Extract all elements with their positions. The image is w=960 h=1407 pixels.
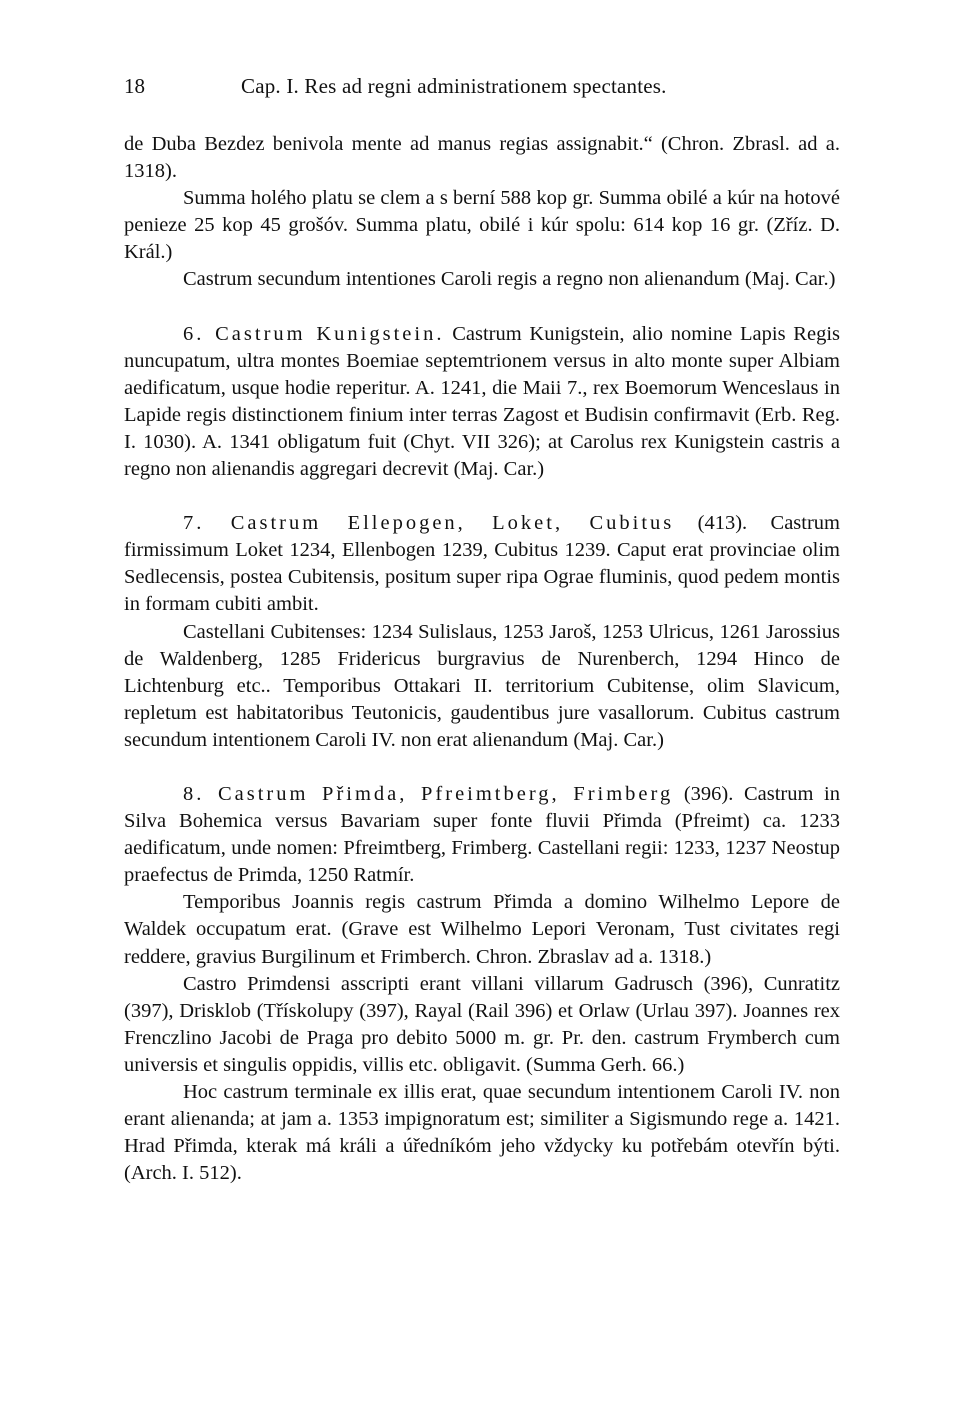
page-body <box>124 131 840 1187</box>
section-6-kunigstein: 6. Castrum Kunigstein. Castrum Kunigstein, alio nomine Lapis Regis nuncupatum, ultra montes Boemiae septemtrionem versus in alto monte super Albiam aedificatum, usque hodie reperitur. A. 1241, die Maii 7., rex Boemorum Wenceslaus in Lapide regis distinctionem finium inter terras Zagost et Budisin confirmavit (Erb. Reg. I. 1030). A. 1341 obligatum fuit (Chyt. VII 326); at Carolus rex Kunigstein castris a regno non alienandis aggregari decrevit (Maj. Car.) <box>124 322 841 481</box>
paragraph: Castellani Cubitenses: 1234 Sulislaus, 1253 Jaroš, 1253 Ulricus, 1261 Jarossius de Waldenberg, 1285 Fridericus burgravius de Nurenberch, 1294 Hinco de Lichtenburg etc.. Temporibus Ottakari II. territorium Cubitense, olim Slavicum, repletum est habitatoribus Teutonicis, gaudentibus jure vasallorum. Cubitus castrum secundum intentionem Caroli IV. non erat alienandum (Maj. Car.) <box>124 620 840 751</box>
section-heading: 7. Castrum Ellepogen, Loket, Cubitus <box>183 512 675 535</box>
paragraph: Castrum secundum intentiones Caroli regis a regno non alienandum (Maj. Car.) <box>183 268 836 291</box>
section-heading: 6. Castrum Kunigstein. <box>183 322 445 345</box>
paragraph: Summa holého platu se clem a s berní 588 kop gr. Summa obilé a kúr na hotové penieze 25 kop 45 grošóv. Summa platu, obilé i kúr spolu: 614 kop 16 gr. (Zříz. D. Král.) <box>124 187 840 264</box>
paragraph: Hoc castrum terminale ex illis erat, quae secundum intentionem Caroli IV. non erant alienanda; at jam a. 1353 impignoratum est; similiter a Sigismundo rege a. 1421. Hrad Přimda, kterak má králi a úředníkóm jeho vždycky ku potřebám otevřín býti. (Arch. I. 512). <box>124 1081 840 1185</box>
running-head <box>124 74 840 104</box>
page-number: 18 <box>124 74 145 98</box>
paragraph: Temporibus Joannis regis castrum Přimda a domino Wilhelmo Lepore de Waldek occupatum erat. (Grave est Wilhelmo Lepori Veronam, Tust civitates regi reddere, gravius Burgilinum et Frimberch. Chron. Zbraslav ad a. 1318.) <box>124 891 840 968</box>
section-heading: 8. Castrum Přimda, Pfreimtberg, Frimberg <box>183 782 674 805</box>
running-title: Cap. I. Res ad regni administrationem spectantes. <box>241 74 667 98</box>
paragraph: de Duba Bezdez benivola mente ad manus regias assignabit.“ (Chron. Zbrasl. ad a. 1318). <box>124 133 840 183</box>
section-7-ellepogen: 7. Castrum Ellepogen, Loket, Cubitus (413). Castrum firmissimum Loket 1234, Ellenbogen 1239, Cubitus 1239. Caput erat provinciae olim Sedlecensis, postea Cubitensis, positum super ripa Ograe fluminis, quod pedem montis in formam cubiti ambit. <box>124 512 840 616</box>
paragraph: Castro Primdensi asscripti erant villani villarum Gadrusch (396), Cunratitz (397), Drisklob (Třískolupy (397), Rayal (Rail 396) et Orlaw (Urlau 397). Joannes rex Frenczlino Jacobi de Praga pro debito 5000 m. gr. Pr. den. castrum Frymberch cum universis et singulis oppidis, villis etc. obligavit. (Summa Gerh. 66.) <box>124 972 840 1076</box>
section-8-primda: 8. Castrum Přimda, Pfreimtberg, Frimberg (396). Castrum in Silva Bohemica versus Bavariam super fonte fluvii Přimda (Pfreimt) ca. 1233 aedificatum, unde nomen: Pfreimtberg, Frimberg. Castellani regii: 1233, 1237 Neostup praefectus de Primda, 1250 Ratmír. <box>124 782 840 887</box>
